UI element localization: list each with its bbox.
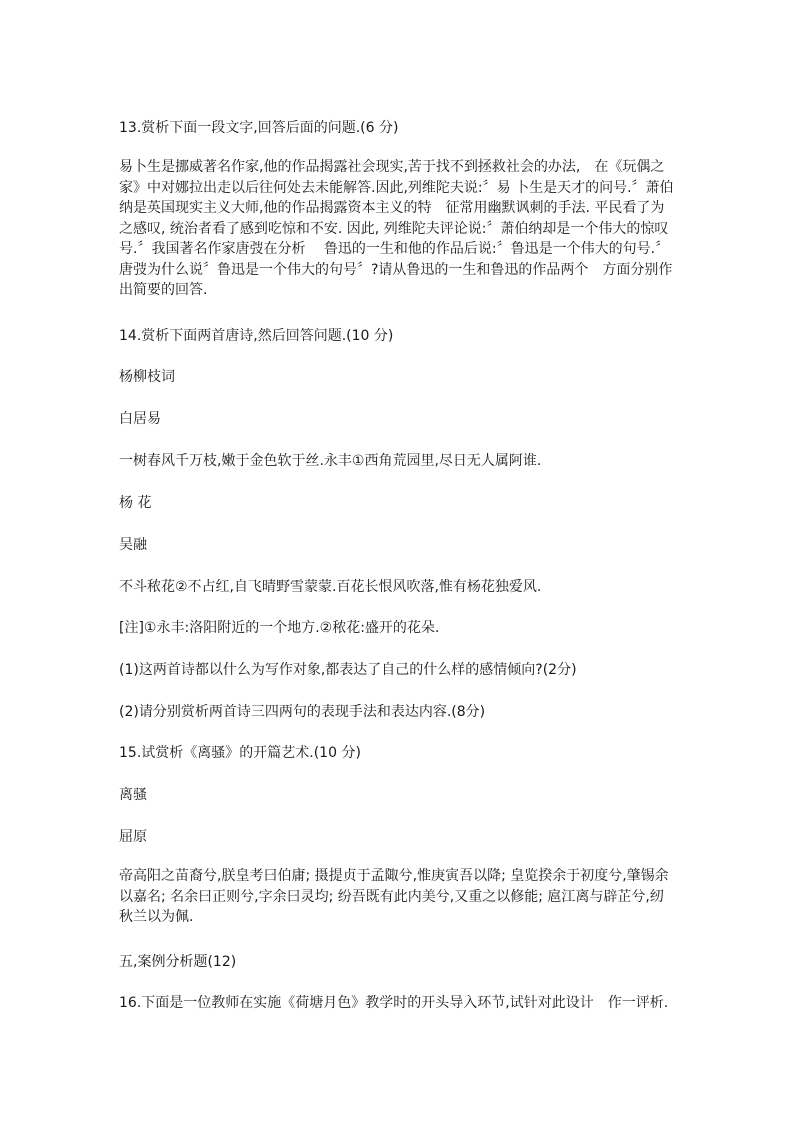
q16-heading: 16.下面是一位教师在实施《荷塘月色》教学时的开头导入环节,试针对此设计 作一评析. (119, 995, 669, 1011)
poem2-text: 不斗秾花②不占红,自飞晴野雪蒙蒙.百花长恨风吹落,惟有杨花独爱风. (119, 579, 542, 595)
poem1-title: 杨柳枝词 (119, 369, 175, 385)
document-page (119, 0, 675, 1123)
poem1-text: 一树春风千万枝,嫩于金色软于丝.永丰①西角荒园里,尽日无人属阿谁. (119, 453, 542, 469)
poem2-author: 吴融 (119, 537, 147, 553)
q15-title: 离骚 (119, 787, 147, 803)
q13-passage: 易卜生是挪威著名作家,他的作品揭露社会现实,苦于找不到拯救社会的办法, 在《玩偶之家》中对娜拉出走以后往何处去未能解答.因此,列维陀夫说:〞易 卜生是天才的问号.〞萧伯纳是英国现实主义大师,他的作品揭露资本主义的特 征常用幽默讽刺的手法. 平民看了为之感叹, 统治者看了感到吃惊和不安. 因此, 列维陀夫评论说:〞萧伯纳却是一个伟大的惊叹号.〞我国著名作家唐弢在分析 鲁迅的一生和他的作品后说:〞鲁迅是一个伟大的句号.〞唐弢为什么说〞鲁迅是一个伟大的句号〞?请从鲁迅的一生和鲁迅的作品两个 方面分别作出简要的回答. (119, 159, 674, 298)
q14-heading: 14.赏析下面两首唐诗,然后回答问题.(10 分) (119, 328, 394, 344)
poem2-title: 杨 花 (119, 495, 152, 511)
q15-heading: 15.试赏析《离骚》的开篇艺术.(10 分) (119, 745, 361, 761)
q13-heading: 13.赏析下面一段文字,回答后面的问题.(6 分) (119, 120, 399, 136)
q15-author: 屈原 (119, 829, 147, 845)
q14-note: [注]①永丰:洛阳附近的一个地方.②秾花:盛开的花朵. (119, 620, 440, 636)
section5-heading: 五,案例分析题(12) (119, 954, 237, 970)
poem1-author: 白居易 (119, 411, 161, 427)
q14-sub2: (2)请分别赏析两首诗三四两句的表现手法和表达内容.(8分) (119, 704, 486, 720)
q14-sub1: (1)这两首诗都以什么为写作对象,都表达了自己的什么样的感情倾向?(2分) (119, 662, 577, 678)
q15-text: 帝高阳之苗裔兮,朕皇考曰伯庸; 摄提贞于孟陬兮,惟庚寅吾以降; 皇览揆余于初度兮,肇锡余以嘉名; 名余曰正则兮,字余曰灵均; 纷吾既有此内美兮,又重之以修能; 扈江离与辟芷兮,纫秋兰以为佩. (119, 868, 669, 925)
